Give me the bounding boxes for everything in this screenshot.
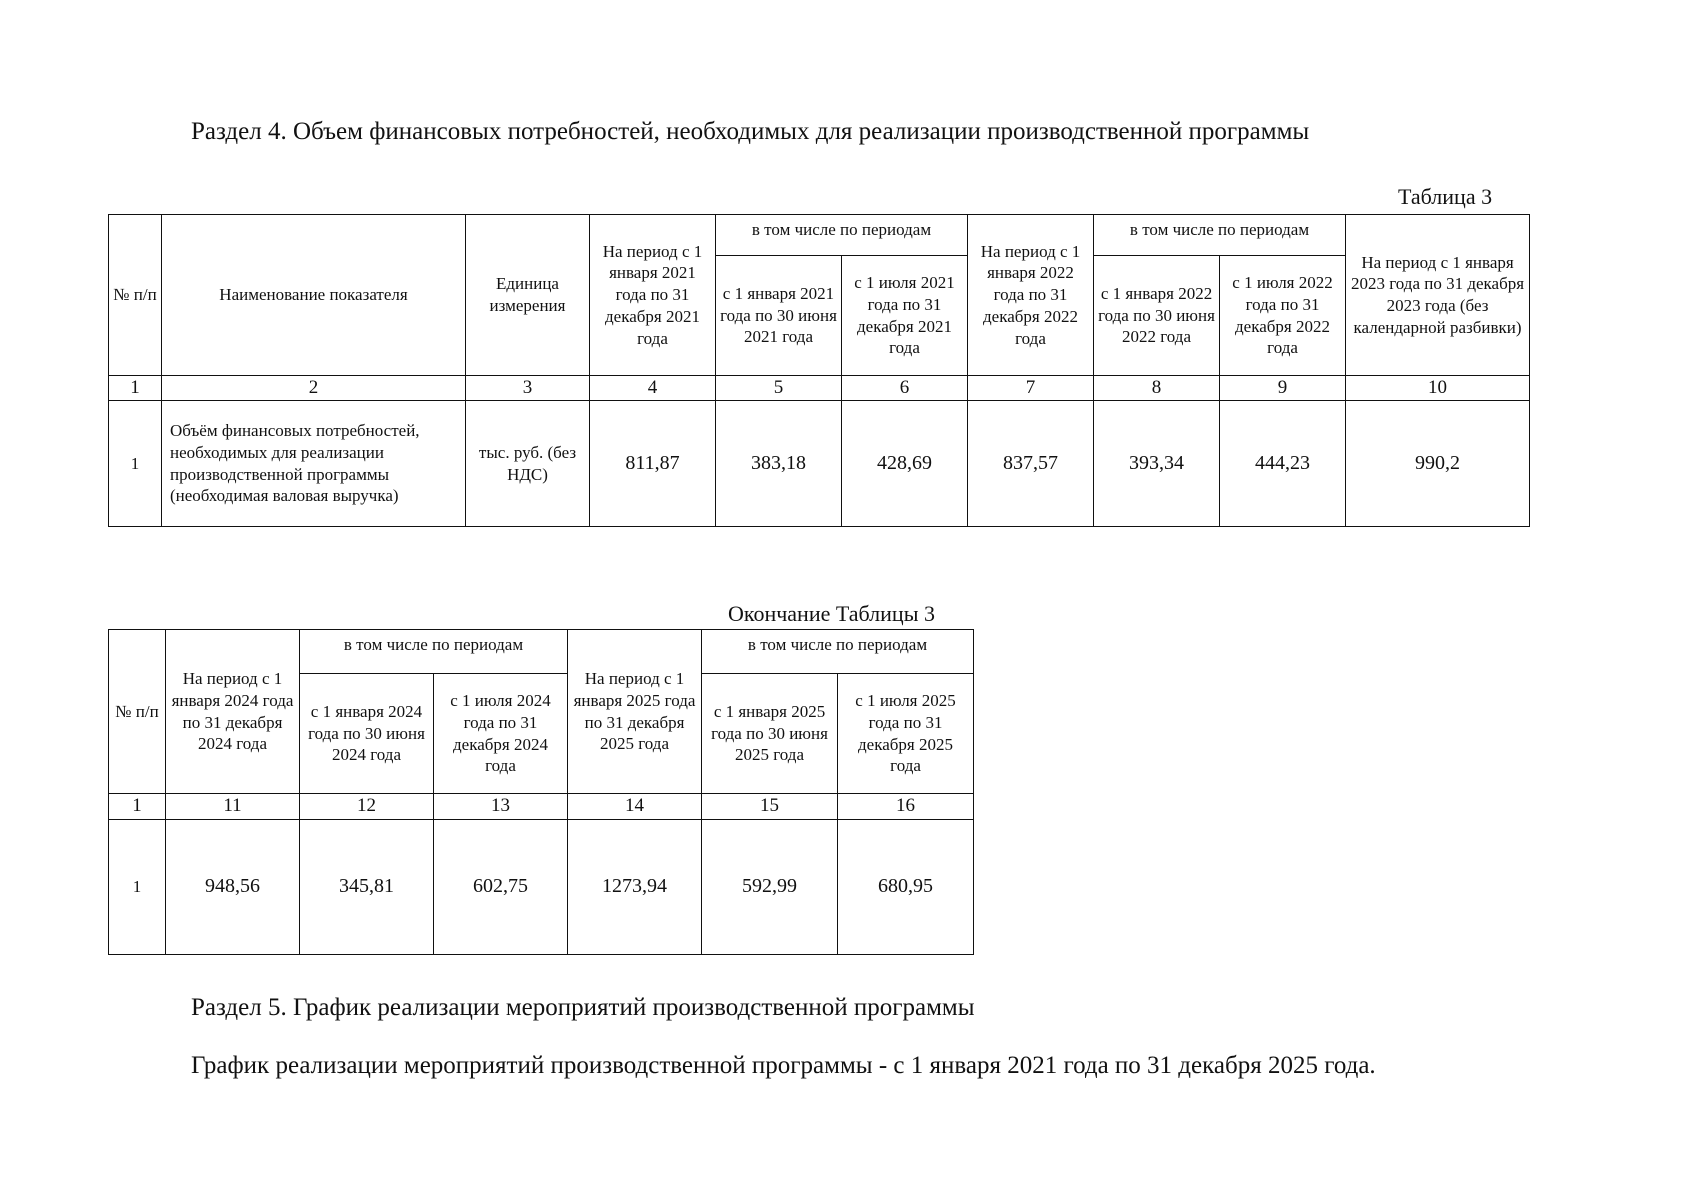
column-number: 16 [838, 794, 974, 820]
column-number: 6 [842, 376, 968, 401]
value-2021-second-half: 428,69 [842, 401, 968, 527]
header-num: № п/п [109, 215, 162, 376]
column-number: 15 [702, 794, 838, 820]
column-number: 7 [968, 376, 1094, 401]
header-including-2022: в том числе по периодам [1094, 215, 1346, 256]
header-including-2021: в том числе по периодам [716, 215, 968, 256]
header-2024-second-half: с 1 июля 2024 года по 31 декабря 2024 года [434, 674, 568, 794]
value-2022-second-half: 444,23 [1220, 401, 1346, 527]
header-num: № п/п [109, 630, 166, 794]
header-period-2022: На период с 1 января 2022 года по 31 декабря 2022 года [968, 215, 1094, 376]
header-unit: Единица измерения [466, 215, 590, 376]
value-2025: 1273,94 [568, 820, 702, 955]
column-number: 13 [434, 794, 568, 820]
header-including-2024: в том числе по периодам [300, 630, 568, 674]
column-number: 14 [568, 794, 702, 820]
row-indicator-name: Объём финансовых потребностей, необходимых для реализации производственной программы (необходимая валовая выручка) [162, 401, 466, 527]
header-including-2025: в том числе по периодам [702, 630, 974, 674]
value-2022-first-half: 393,34 [1094, 401, 1220, 527]
value-2024-first-half: 345,81 [300, 820, 434, 955]
section4-title: Раздел 4. Объем финансовых потребностей, необходимых для реализации производственной программы [191, 118, 1310, 145]
table3 [108, 214, 1530, 527]
row-unit: тыс. руб. (без НДС) [466, 401, 590, 527]
column-number: 8 [1094, 376, 1220, 401]
section5-text: График реализации мероприятий производственной программы - с 1 января 2021 года по 31 декабря 2025 года. [191, 1052, 1376, 1079]
column-number: 11 [166, 794, 300, 820]
header-2025-second-half: с 1 июля 2025 года по 31 декабря 2025 года [838, 674, 974, 794]
table-row [109, 820, 974, 955]
column-number: 12 [300, 794, 434, 820]
row-num: 1 [109, 401, 162, 527]
column-number: 1 [109, 794, 166, 820]
value-2023: 990,2 [1346, 401, 1530, 527]
header-period-2021: На период с 1 января 2021 года по 31 декабря 2021 года [590, 215, 716, 376]
column-number: 1 [109, 376, 162, 401]
header-2021-second-half: с 1 июля 2021 года по 31 декабря 2021 года [842, 256, 968, 376]
value-2024-second-half: 602,75 [434, 820, 568, 955]
table-row [109, 401, 1530, 527]
header-2022-first-half: с 1 января 2022 года по 30 июня 2022 года [1094, 256, 1220, 376]
column-number: 4 [590, 376, 716, 401]
row-num: 1 [109, 820, 166, 955]
header-period-2025: На период с 1 января 2025 года по 31 декабря 2025 года [568, 630, 702, 794]
header-2025-first-half: с 1 января 2025 года по 30 июня 2025 года [702, 674, 838, 794]
table3-end-caption: Окончание Таблицы 3 [728, 601, 935, 626]
header-2024-first-half: с 1 января 2024 года по 30 июня 2024 года [300, 674, 434, 794]
value-2021: 811,87 [590, 401, 716, 527]
value-2024: 948,56 [166, 820, 300, 955]
value-2025-first-half: 592,99 [702, 820, 838, 955]
value-2025-second-half: 680,95 [838, 820, 974, 955]
header-2022-second-half: с 1 июля 2022 года по 31 декабря 2022 года [1220, 256, 1346, 376]
value-2021-first-half: 383,18 [716, 401, 842, 527]
column-number: 3 [466, 376, 590, 401]
column-number: 5 [716, 376, 842, 401]
header-indicator-name: Наименование показателя [162, 215, 466, 376]
table3-end [108, 629, 974, 955]
header-period-2023: На период с 1 января 2023 года по 31 декабря 2023 года (без календарной разбивки) [1346, 215, 1530, 376]
column-number: 2 [162, 376, 466, 401]
value-2022: 837,57 [968, 401, 1094, 527]
header-period-2024: На период с 1 января 2024 года по 31 декабря 2024 года [166, 630, 300, 794]
column-number: 9 [1220, 376, 1346, 401]
table3-caption: Таблица 3 [1398, 184, 1493, 209]
column-number: 10 [1346, 376, 1530, 401]
section5-title: Раздел 5. График реализации мероприятий производственной программы [191, 994, 975, 1021]
header-2021-first-half: с 1 января 2021 года по 30 июня 2021 года [716, 256, 842, 376]
